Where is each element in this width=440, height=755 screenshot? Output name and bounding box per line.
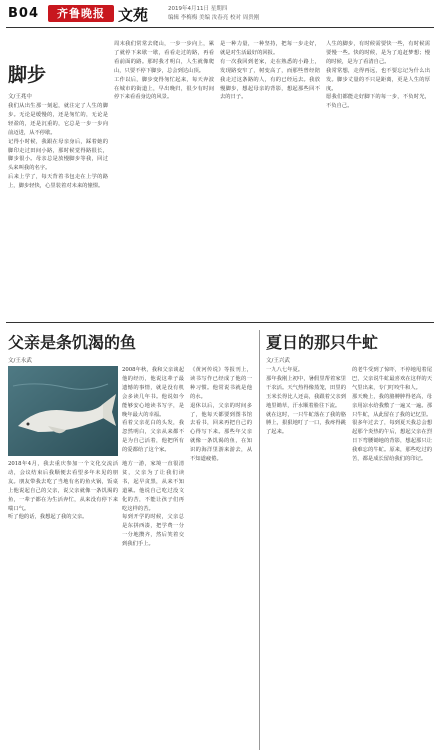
editors-line: 编辑 李梅梅 美编 汝春亮 校对 周贵刚 — [168, 15, 260, 21]
article-byline-gadfly: 文/王兴武 — [266, 358, 290, 364]
page-number: B04 — [8, 6, 39, 21]
article-father-fish-column-4: 2008年秋，我和父亲谈起他的经历，他说这辈子最遗憾的事情，就是没有机会多读几年书。他说如今能够安心地读书写字，是晚年最大的幸福。 看着父亲花白的头发，我忽然明白，父亲从来都不是为自己活着，他把所有的爱都给了这个家。 — [122, 367, 184, 454]
page-header — [0, 0, 440, 28]
article-title-father-fish: 父亲是条饥渴的鱼 — [8, 333, 137, 352]
issue-date: 2019年4月11日 星期四 — [168, 6, 228, 12]
header-rule — [6, 27, 434, 28]
article-title-gadfly: 夏日的那只牛虻 — [266, 333, 379, 352]
header-meta — [168, 5, 259, 23]
section-title: 文苑 — [118, 6, 149, 24]
section-divider — [6, 322, 434, 323]
koi-fish-photo — [8, 366, 118, 456]
article-gadfly-column-1: 一九八七年夏。 那年我刚上初中，暑假里帮着家里干农活。天气热得像蒸笼，田里的玉米长得比人还高，我跟着父亲到地里锄草，汗水顺着脸往下流。 就在这时，一只牛虻落在了我的胳膊上，狠狠地叮了一口，我疼得跳了起来。 — [266, 367, 346, 436]
article-father-fish-column-2: 地方一游，家境一直很清贫，父亲为了让我们读书，起早贪黑，从来不知道累。他说自己吃过没文化的苦，不能让孩子们再吃这样的苦。 每到开学的时候，父亲总是东拼西凑，把学费一分一分地攒齐，然后笑着交到我们手上。 — [122, 461, 184, 548]
article-footsteps-column-1: 我们从出生那一刻起，就注定了人生的脚步。无论是缓慢的，还是匆忙的，无论是轻盈的，还是沉重的，它总是一步一步向前迈进，从不停歇。 记得小时候，我跟在母亲身后，踩着她的脚印走过田间小路，那时候觉得路很长，脚步很小。母亲总是放慢脚步等我，回过头来叫我的名字。 后来上学了，每天背着书包走在上学的路上，脚步轻快，心里装着对未来的憧憬。 — [8, 103, 108, 190]
article-footsteps-column-3: 是一种力量，一种坚持，把每一步走好，就是对生活最好的回报。 有一次我回到老家，走在熟悉的小路上，发现路变窄了，树变高了，而那些曾经陪我走过这条路的人，有的已经远去。我放慢脚步，想起母亲的背影，想起那些回不去的日子。 — [220, 41, 320, 101]
article-father-fish-column-3: 《黄河传说》等报刊上，读书写作已经成了他的一种习惯。他常说书就是他的水。 退休以后，父亲的时间多了，他每天都要到图书馆去看书，回来再把自己的心得写下来。那些年父亲就像一条饥渴的鱼，在知识的海洋里游来游去，从不知道疲倦。 — [190, 367, 252, 463]
article-byline-father-fish: 文/王永武 — [8, 358, 32, 364]
article-byline-footsteps: 文/王兆中 — [8, 94, 32, 100]
article-title-footsteps: 脚步 — [8, 64, 47, 86]
article-footsteps-column-2: 周末我们常常去爬山，一步一步向上，累了就停下来歇一歇，看看走过的路，再看看前面的路。那时我才明白，人生就像爬山，只要不停下脚步，总会到达山顶。 工作以后，脚步变得匆忙起来，每天奔波在城市的街道上，早出晚归，很少有时间停下来看看身边的风景。 — [114, 41, 214, 101]
column-divider — [259, 330, 260, 750]
article-footsteps-column-4: 人生的脚步，有时候需要快一些，有时候需要慢一些。快的时候，是为了追赶梦想；慢的时候，是为了看清自己。 我常常想，走得再远，也不要忘记为什么出发。脚步丈量的不只是距离，更是人生的厚度。 愿我们都能走好脚下的每一步，不负时光，不负自己。 — [326, 41, 430, 110]
article-gadfly-column-2: 的老牛受到了惊吓，不停地甩着尾巴，父亲说牛虻最喜欢在这样的天气里出来，专门叮咬牛和人。 那天晚上，我的胳膊肿得老高，母亲用凉水给我敷了一遍又一遍。那只牛虻，从此留在了我的记忆里。 很多年过去了，每到夏天我总会想起那个炎热的午后，想起父亲在烈日下弯腰锄地的背影，想起那只让我难忘的牛虻。原来，那些吃过的苦，都是成长留给我们的印记。 — [352, 367, 432, 463]
article-father-fish-column-1: 2018年4月，我去重庆参加一个文化交流活动，会议结束后我顺便去看望多年未见的朋友。朋友带我去吃了当地有名的鱼火锅，饭桌上他说起自己的父亲，说父亲就像一条饥渴的鱼，一辈子都在为生活奔忙，从来没有停下来喘口气。 听了他的话，我想起了我的父亲。 — [8, 461, 118, 521]
newspaper-logo: 齐鲁晚报 — [48, 5, 114, 22]
